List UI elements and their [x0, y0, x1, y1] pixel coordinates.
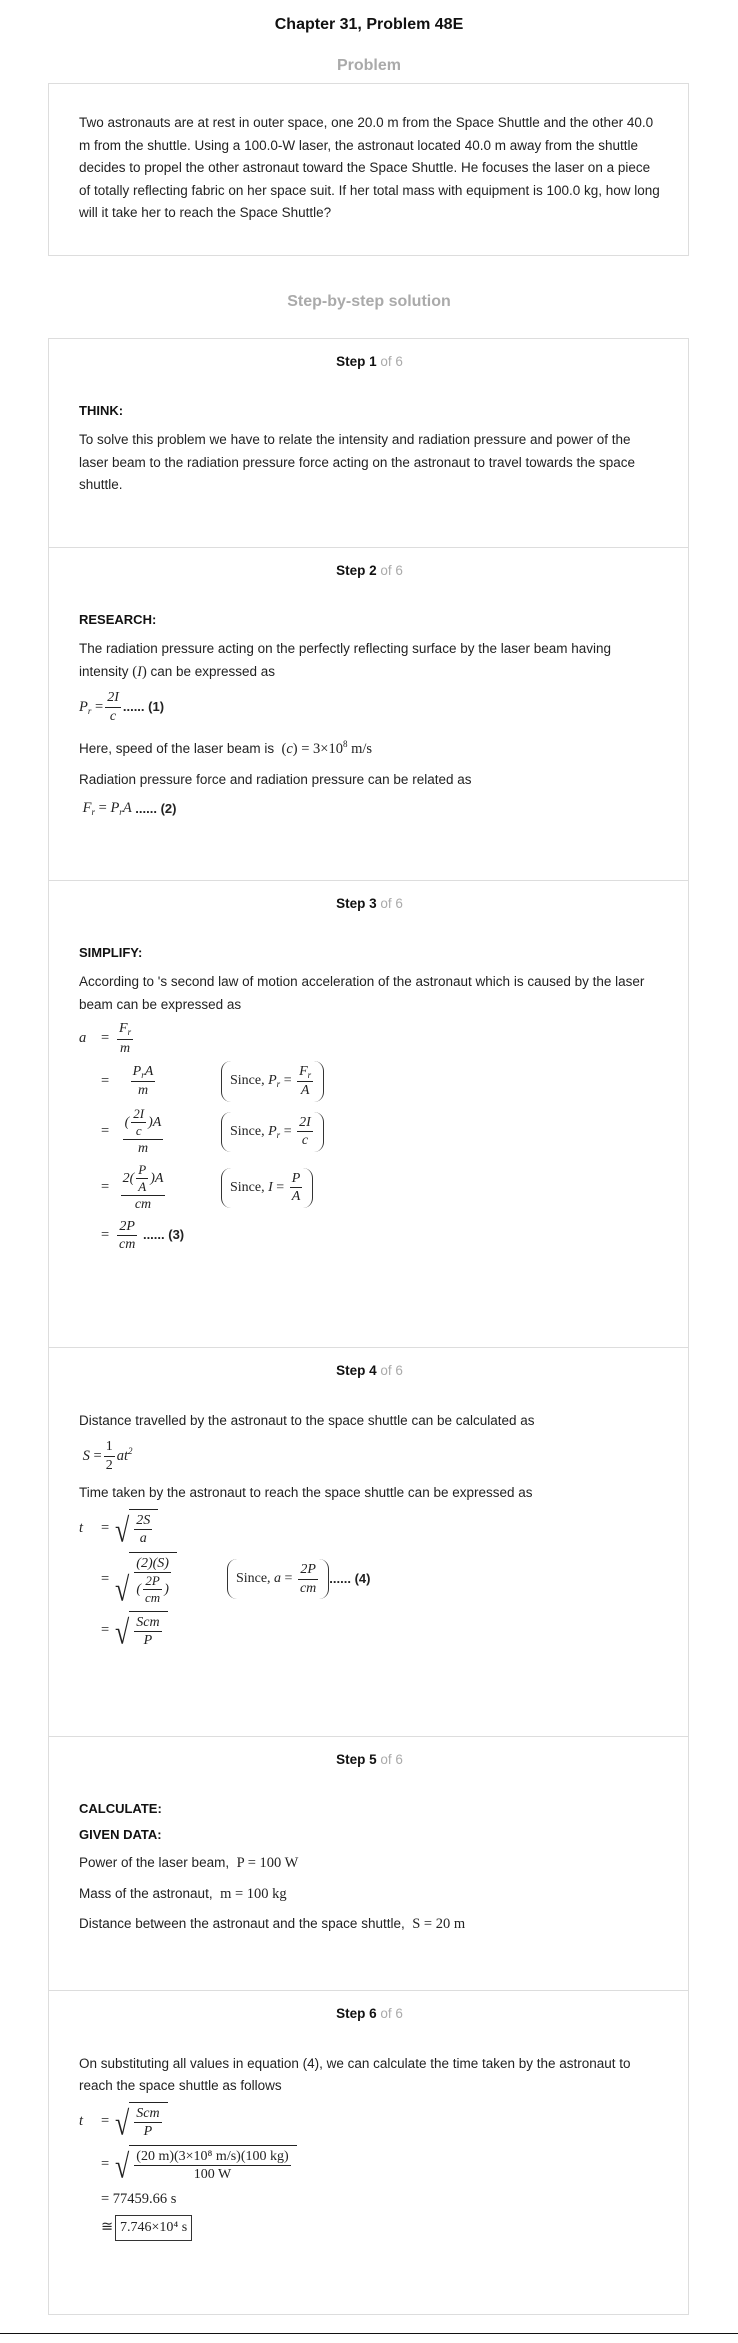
problem-heading: Problem — [336, 57, 401, 74]
solution-heading: Step-by-step solution — [287, 293, 451, 310]
step-3-title: Step 3 of 6 — [336, 896, 403, 911]
step-5 — [48, 1737, 689, 1991]
step-3-label: SIMPLIFY: — [79, 944, 143, 960]
time-equation-derivation: t = √ $\frac{2S}{a}$ = √ (2)(S) ( $\frac{2P}{cm}$ ) Since, a = $\frac{2P}{cm}$ ...... (4) = √ $\frac{\text{Scm}}{P}$ — [79, 1509, 660, 1650]
step-6-text: On substituting all values in equation (4), we can calculate the time taken by the astronaut to reach the space shuttle as follows — [79, 2055, 631, 2094]
step-2-text-1: The radiation pressure acting on the perfectly reflecting surface by the laser beam having intensity (I) can be expressed as — [79, 641, 612, 680]
distance-equation: S = $\frac{1}{2}$ $at^2$ — [79, 1439, 133, 1473]
step-2-text-3: Radiation pressure force and radiation pressure can be related as — [79, 771, 472, 787]
step-6-title: Step 6 of 6 — [336, 2006, 403, 2021]
problem-text: Two astronauts are at rest in outer space, one 20.0 m from the Space Shuttle and the other 40.0 m from the shuttle. Using a 100.0-W laser, the astronaut located 40.0 m away from the shuttle decides to propel the other astronaut toward the Space Shuttle. He focuses the laser on a piece of totally reflecting fabric on her space suit. If her total mass with equipment is 100.0 kg, how long will it take her to reach the Space Shuttle? — [79, 115, 660, 220]
equation-1: $P_r$ = $\frac{2I}{c}$ ...... (1) — [79, 690, 165, 724]
step-4-title: Step 4 of 6 — [336, 1363, 403, 1378]
step-3 — [48, 881, 689, 1348]
problem-box — [48, 83, 689, 256]
final-calculation: t = √ $\frac{\text{Scm}}{P}$ = √ $\frac{\text{(20 m)(3×10⁸ m/s)(100 kg)}}{100 W}$ = 77459.66 s ≅ 7.746×10⁴ s — [79, 2102, 660, 2242]
step-1 — [48, 338, 689, 548]
step-1-title: Step 1 of 6 — [336, 354, 403, 369]
equation-2: $F_r$ = $P_rA$ ...... (2) — [79, 800, 177, 818]
step-6 — [48, 1991, 689, 2315]
step-3-text: According to 's second law of motion acceleration of the astronaut which is caused by the laser beam can be expressed as — [79, 974, 645, 1012]
page-title: Chapter 31, Problem 48E — [274, 16, 464, 33]
step-2 — [48, 548, 689, 881]
step-1-text: To solve this problem we have to relate the intensity and radiation pressure and power of the laser beam to the radiation pressure force acting on the astronaut to travel towards the space shuttle. — [79, 432, 636, 493]
step-5-label-calculate: CALCULATE: — [79, 1800, 162, 1816]
step-4-text-2: Time taken by the astronaut to reach the space shuttle can be expressed as — [79, 1485, 533, 1501]
step-2-speed: Here, speed of the laser beam is $(c) = 3\times 10^8$ m/s — [79, 739, 373, 758]
given-power: Power of the laser beam, P = 100 W — [79, 1855, 299, 1872]
bottom-rule — [0, 2333, 738, 2334]
step-5-label-given: GIVEN DATA: — [79, 1827, 162, 1843]
final-answer: 7.746×10⁴ s — [115, 2215, 192, 2241]
result-exact: = 77459.66 s — [101, 2190, 177, 2207]
step-1-label: THINK: — [79, 402, 124, 418]
step-4-text-1: Distance travelled by the astronaut to the space shuttle can be calculated as — [79, 1412, 535, 1428]
given-distance: Distance between the astronaut and the space shuttle, S = 20 m — [79, 1916, 466, 1933]
given-mass: Mass of the astronaut, m = 100 kg — [79, 1885, 287, 1902]
step-5-title: Step 5 of 6 — [336, 1752, 403, 1767]
step-4 — [48, 1348, 689, 1737]
equation-3-derivation: a = $\frac{F_r}{m}$ = $\frac{P_rA}{m}$ Since, $P_r$ = $\frac{F_r}{A}$ = ( $\frac{2I}{c}$ )A m Since, $P_r$ = $\frac{2I}{c}$ = 2( $\frac{P}{A}$ )A cm Since, I = $\frac{P}{A}$ = $\frac{2P}{cm}$ ...... (3) — [79, 1020, 660, 1254]
step-2-title: Step 2 of 6 — [336, 563, 403, 578]
step-2-label: RESEARCH: — [79, 611, 157, 627]
